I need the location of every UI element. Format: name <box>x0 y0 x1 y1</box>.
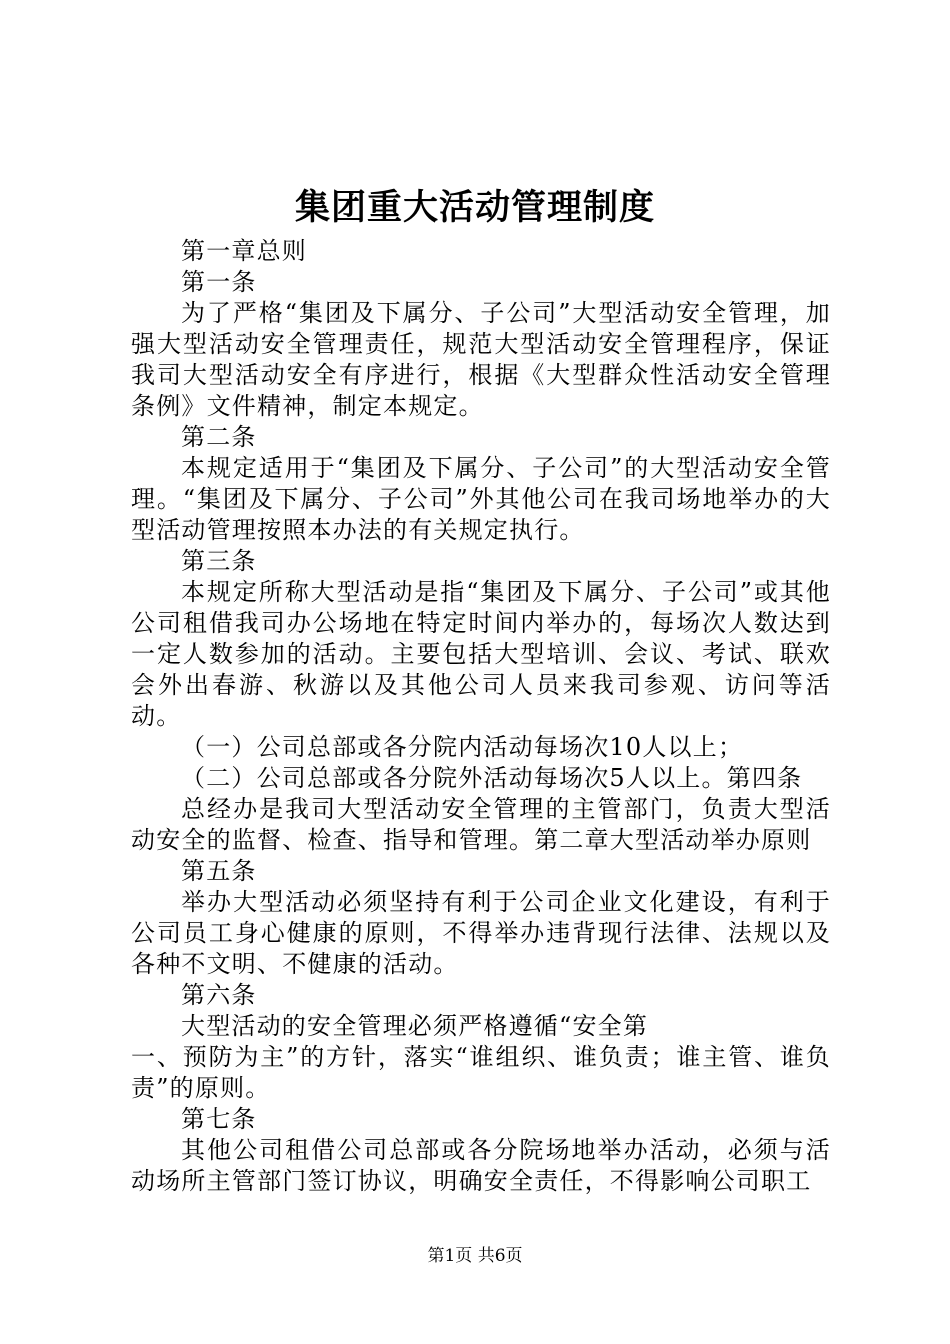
article-heading: 第七条 <box>181 1105 257 1133</box>
page-footer: 第1页 共6页 <box>427 1246 523 1266</box>
article-paragraph: 一、预防为主”的方针，落实“谁组织、谁负责；谁主管、谁负责”的原则。 <box>131 1043 831 1102</box>
article-heading: 第六条 <box>181 981 257 1009</box>
article-heading: 第五条 <box>181 857 257 885</box>
article-paragraph: 其他公司租借公司总部或各分院场地举办活动，必须与活动场所主管部门签订协议，明确安全责任，不得影响公司职工 <box>131 1136 831 1195</box>
article-heading: 第二条 <box>181 423 257 451</box>
article-paragraph: 本规定适用于“集团及下属分、子公司”的大型活动安全管理。“集团及下属分、子公司”外其他公司在我司场地举办的大型活动管理按照本办法的有关规定执行。 <box>131 454 831 544</box>
list-item: （二）公司总部或各分院外活动每场次5人以上。第四条 <box>181 764 803 792</box>
chapter-heading: 第一章总则 <box>181 237 307 265</box>
article-paragraph: 本规定所称大型活动是指“集团及下属分、子公司”或其他公司租借我司办公场地在特定时间内举办的，每场次人数达到一定人数参加的活动。主要包括大型培训、会议、考试、联欢会外出春游、秋游以及其他公司人员来我司参观、访问等活动。 <box>131 578 831 730</box>
document-title: 集团重大活动管理制度 <box>294 187 655 228</box>
article-paragraph: 大型活动的安全管理必须严格遵循“安全第 <box>181 1012 649 1040</box>
article-paragraph: 总经办是我司大型活动安全管理的主管部门，负责大型活动安全的监督、检查、指导和管理。第二章大型活动举办原则 <box>131 795 831 854</box>
article-paragraph: 举办大型活动必须坚持有利于公司企业文化建设，有利于公司员工身心健康的原则，不得举办违背现行法律、法规以及各种不文明、不健康的活动。 <box>131 888 831 978</box>
article-heading: 第一条 <box>181 268 257 296</box>
article-paragraph: 为了严格“集团及下属分、子公司”大型活动安全管理，加强大型活动安全管理责任，规范大型活动安全管理程序，保证我司大型活动安全有序进行，根据《大型群众性活动安全管理条例》文件精神，制定本规定。 <box>131 299 831 420</box>
list-item: （一）公司总部或各分院内活动每场次10人以上； <box>181 733 744 761</box>
document-body <box>131 236 831 1197</box>
article-heading: 第三条 <box>181 547 257 575</box>
